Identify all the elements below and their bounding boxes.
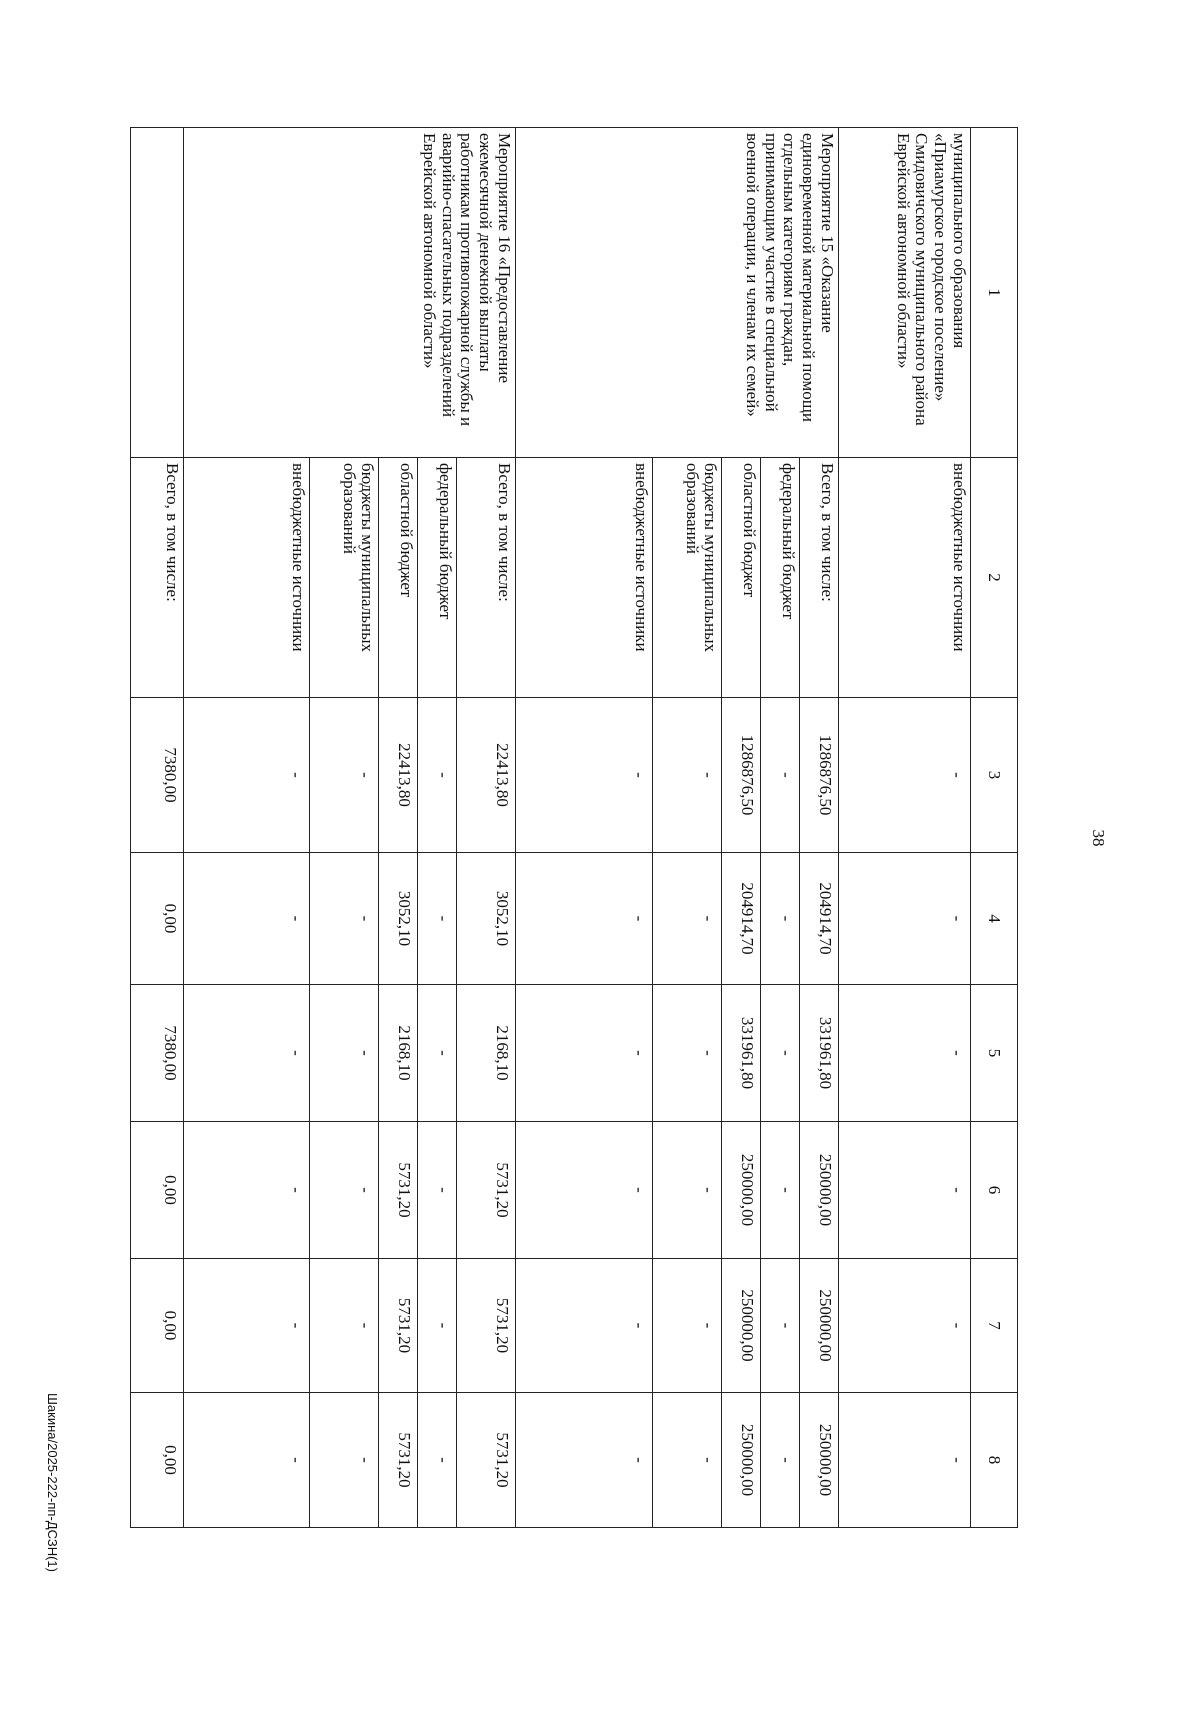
col-header: 3 (970, 698, 1017, 853)
amount-cell: - (515, 985, 653, 1122)
amount-cell: 7380,00 (131, 698, 184, 853)
amount-cell: 331961,80 (722, 985, 761, 1122)
amount-cell: - (310, 1393, 379, 1528)
amount-cell: - (184, 698, 310, 853)
amount-cell: - (310, 1122, 379, 1259)
amount-cell: - (653, 698, 722, 853)
amount-cell: 3052,10 (379, 853, 418, 985)
col-header: 7 (970, 1259, 1017, 1393)
col-header: 6 (970, 1122, 1017, 1259)
amount-cell: 1286876,50 (722, 698, 761, 853)
funding-source-cell: федеральный бюджет (761, 458, 800, 698)
amount-cell: - (418, 1259, 457, 1393)
funding-source-cell: Всего, в том числе: (131, 458, 184, 698)
amount-cell: 250000,00 (722, 1122, 761, 1259)
activity-cell: Мероприятие 15 «Оказание единовременной материальной помощи отдельным категориям граждан, принимающим участие в специальной военной операции, и членам их семей» (515, 128, 838, 458)
amount-cell: 5731,20 (379, 1259, 418, 1393)
amount-cell: 2168,10 (379, 985, 418, 1122)
amount-cell: 0,00 (131, 1259, 184, 1393)
amount-cell: - (418, 985, 457, 1122)
amount-cell: - (418, 1393, 457, 1528)
footer-doc-code: Шакина/2025-222-пп-ДСЗН(1) (45, 1393, 60, 1572)
amount-cell: - (515, 698, 653, 853)
amount-cell: - (184, 853, 310, 985)
amount-cell: - (515, 1259, 653, 1393)
amount-cell: - (515, 853, 653, 985)
amount-cell: 7380,00 (131, 985, 184, 1122)
amount-cell: 5731,20 (379, 1122, 418, 1259)
amount-cell: 204914,70 (722, 853, 761, 985)
amount-cell: - (838, 698, 970, 853)
table-row (131, 128, 184, 1528)
funding-source-cell: Всего, в том числе: (456, 458, 515, 698)
amount-cell: - (761, 1122, 800, 1259)
col-header: 8 (970, 1393, 1017, 1528)
amount-cell: - (838, 985, 970, 1122)
budget-table-container (130, 127, 1018, 1527)
amount-cell: 22413,80 (456, 698, 515, 853)
col-header: 5 (970, 985, 1017, 1122)
table-row (799, 128, 838, 1528)
table-row (838, 128, 970, 1528)
activity-cell (131, 128, 184, 458)
amount-cell: - (310, 985, 379, 1122)
amount-cell: 0,00 (131, 853, 184, 985)
amount-cell: - (310, 698, 379, 853)
amount-cell: 250000,00 (722, 1393, 761, 1528)
amount-cell: 250000,00 (722, 1259, 761, 1393)
amount-cell: - (184, 1393, 310, 1528)
col-header: 4 (970, 853, 1017, 985)
amount-cell: - (761, 1393, 800, 1528)
funding-source-cell: бюджеты муниципальных образований (310, 458, 379, 698)
amount-cell: - (838, 853, 970, 985)
amount-cell: 0,00 (131, 1393, 184, 1528)
amount-cell: 2168,10 (456, 985, 515, 1122)
amount-cell: 22413,80 (379, 698, 418, 853)
amount-cell: 5731,20 (456, 1122, 515, 1259)
amount-cell: - (653, 1259, 722, 1393)
amount-cell: - (418, 698, 457, 853)
amount-cell: 5731,20 (456, 1393, 515, 1528)
funding-source-cell: внебюджетные источники (515, 458, 653, 698)
amount-cell: - (515, 1393, 653, 1528)
amount-cell: - (761, 985, 800, 1122)
amount-cell: - (653, 1122, 722, 1259)
amount-cell: - (515, 1122, 653, 1259)
col-header: 1 (970, 128, 1017, 458)
amount-cell: - (653, 985, 722, 1122)
funding-source-cell: Всего, в том числе: (799, 458, 838, 698)
amount-cell: 3052,10 (456, 853, 515, 985)
amount-cell: 0,00 (131, 1122, 184, 1259)
header-row (970, 128, 1017, 1528)
table-row (456, 128, 515, 1528)
amount-cell: - (418, 1122, 457, 1259)
col-header: 2 (970, 458, 1017, 698)
funding-source-cell: внебюджетные источники (184, 458, 310, 698)
amount-cell: - (184, 1259, 310, 1393)
amount-cell: - (653, 853, 722, 985)
amount-cell: 250000,00 (799, 1259, 838, 1393)
amount-cell: - (761, 698, 800, 853)
activity-cell: муниципального образования «Приамурское городское поселение» Смидовичского муниципального района Еврейской автономной области» (838, 128, 970, 458)
amount-cell: 331961,80 (799, 985, 838, 1122)
amount-cell: - (310, 1259, 379, 1393)
amount-cell: 5731,20 (379, 1393, 418, 1528)
funding-source-cell: областной бюджет (722, 458, 761, 698)
amount-cell: 1286876,50 (799, 698, 838, 853)
amount-cell: 204914,70 (799, 853, 838, 985)
amount-cell: - (310, 853, 379, 985)
amount-cell: 5731,20 (456, 1259, 515, 1393)
amount-cell: - (418, 853, 457, 985)
amount-cell: - (761, 1259, 800, 1393)
page-number: 38 (1089, 829, 1108, 847)
funding-source-cell: бюджеты муниципальных образований (653, 458, 722, 698)
amount-cell: - (838, 1393, 970, 1528)
amount-cell: - (838, 1259, 970, 1393)
amount-cell: - (838, 1122, 970, 1259)
activity-cell: Мероприятие 16 «Предоставление ежемесячной денежной выплаты работникам противопожарной службы и аварийно-спасательных подразделений Еврейской автономной области» (184, 128, 516, 458)
funding-source-cell: внебюджетные источники (838, 458, 970, 698)
amount-cell: - (653, 1393, 722, 1528)
amount-cell: - (184, 1122, 310, 1259)
amount-cell: - (761, 853, 800, 985)
budget-table (130, 127, 1018, 1528)
amount-cell: 250000,00 (799, 1393, 838, 1528)
funding-source-cell: федеральный бюджет (418, 458, 457, 698)
amount-cell: - (184, 985, 310, 1122)
funding-source-cell: областной бюджет (379, 458, 418, 698)
amount-cell: 250000,00 (799, 1122, 838, 1259)
